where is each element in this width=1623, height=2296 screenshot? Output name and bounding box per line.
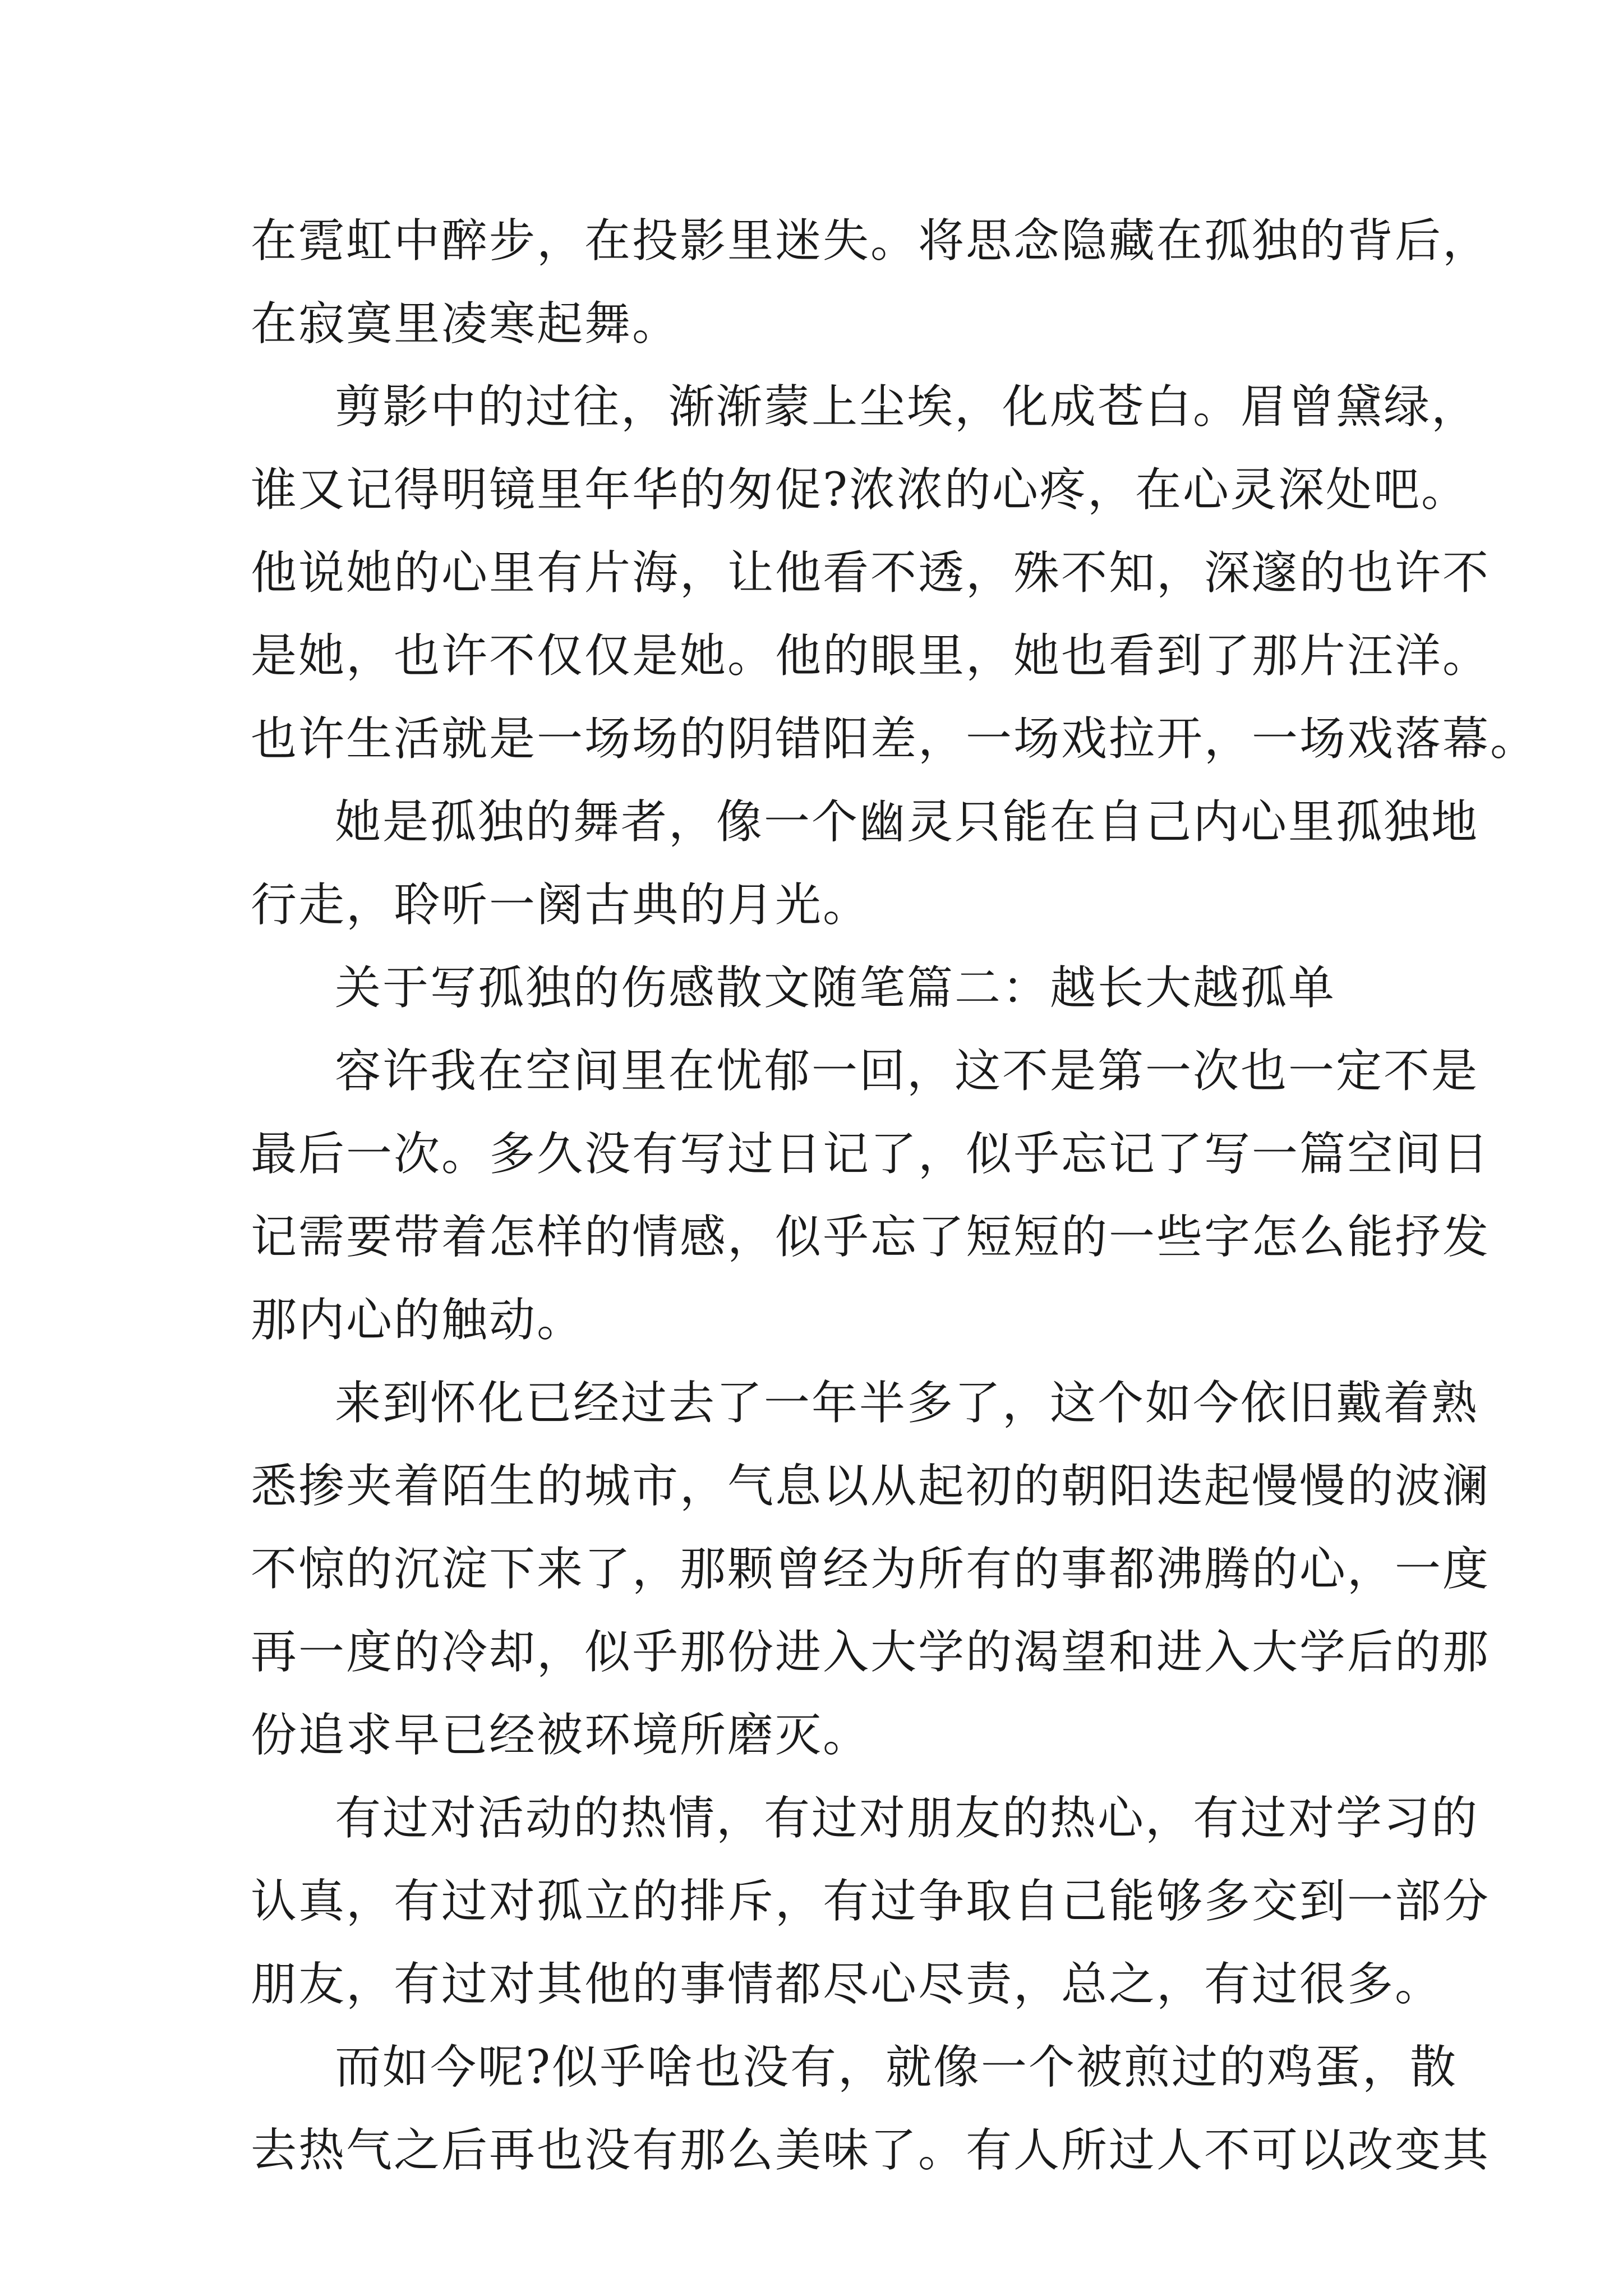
paragraph-first-line: 来到怀化已经过去了一年半多了，这个如今依旧戴着熟	[335, 1377, 1479, 1430]
text-line: 那内心的触动。	[251, 1294, 585, 1347]
text-line: 在寂寞里凌寒起舞。	[251, 297, 680, 351]
text-line: 在霓虹中醉步，在投影里迷失。将思念隐藏在孤独的背后，	[251, 214, 1491, 268]
text-line: 记需要带着怎样的情感，似乎忘了短短的一些字怎么能抒发	[251, 1211, 1491, 1264]
paragraph-first-line: 有过对活动的热情，有过对朋友的热心，有过对学习的	[335, 1792, 1479, 1845]
text-line: 行走，聆听一阕古典的月光。	[251, 878, 871, 932]
text-line: 也许生活就是一场场的阴错阳差，一场戏拉开，一场戏落幕。	[251, 712, 1538, 766]
text-line: 悉掺夹着陌生的城市，气息以从起初的朝阳迭起慢慢的波澜	[251, 1460, 1491, 1513]
paragraph-first-line: 她是孤独的舞者，像一个幽灵只能在自己内心里孤独地	[335, 795, 1479, 849]
text-line: 去热气之后再也没有那么美味了。有人所过人不可以改变其	[251, 2124, 1491, 2177]
text-line: 认真，有过对孤立的排斥，有过争取自己能够多交到一部分	[251, 1875, 1491, 1928]
text-line: 最后一次。多久没有写过日记了，似乎忘记了写一篇空间日	[251, 1128, 1491, 1181]
text-line: 他说她的心里有片海，让他看不透，殊不知，深邃的也许不	[251, 546, 1491, 600]
text-line: 谁又记得明镜里年华的匆促?浓浓的心疼，在心灵深处吧。	[251, 463, 1469, 517]
text-line: 朋友，有过对其他的事情都尽心尽责，总之，有过很多。	[251, 1958, 1443, 2011]
text-line: 再一度的冷却，似乎那份进入大学的渴望和进入大学后的那	[251, 1626, 1491, 1679]
section-heading: 关于写孤独的伤感散文随笔篇二：越长大越孤单	[335, 961, 1336, 1015]
paragraph-first-line: 而如今呢?似乎啥也没有，就像一个被煎过的鸡蛋，散	[335, 2041, 1458, 2094]
text-line: 是她，也许不仅仅是她。他的眼里，她也看到了那片汪洋。	[251, 629, 1491, 683]
paragraph-first-line: 剪影中的过往，渐渐蒙上尘埃，化成苍白。眉曾黛绿，	[335, 380, 1479, 434]
paragraph-first-line: 容许我在空间里在忧郁一回，这不是第一次也一定不是	[335, 1045, 1479, 1098]
text-line: 份追求早已经被环境所磨灭。	[251, 1709, 871, 1762]
text-line: 不惊的沉淀下来了，那颗曾经为所有的事都沸腾的心，一度	[251, 1543, 1491, 1596]
